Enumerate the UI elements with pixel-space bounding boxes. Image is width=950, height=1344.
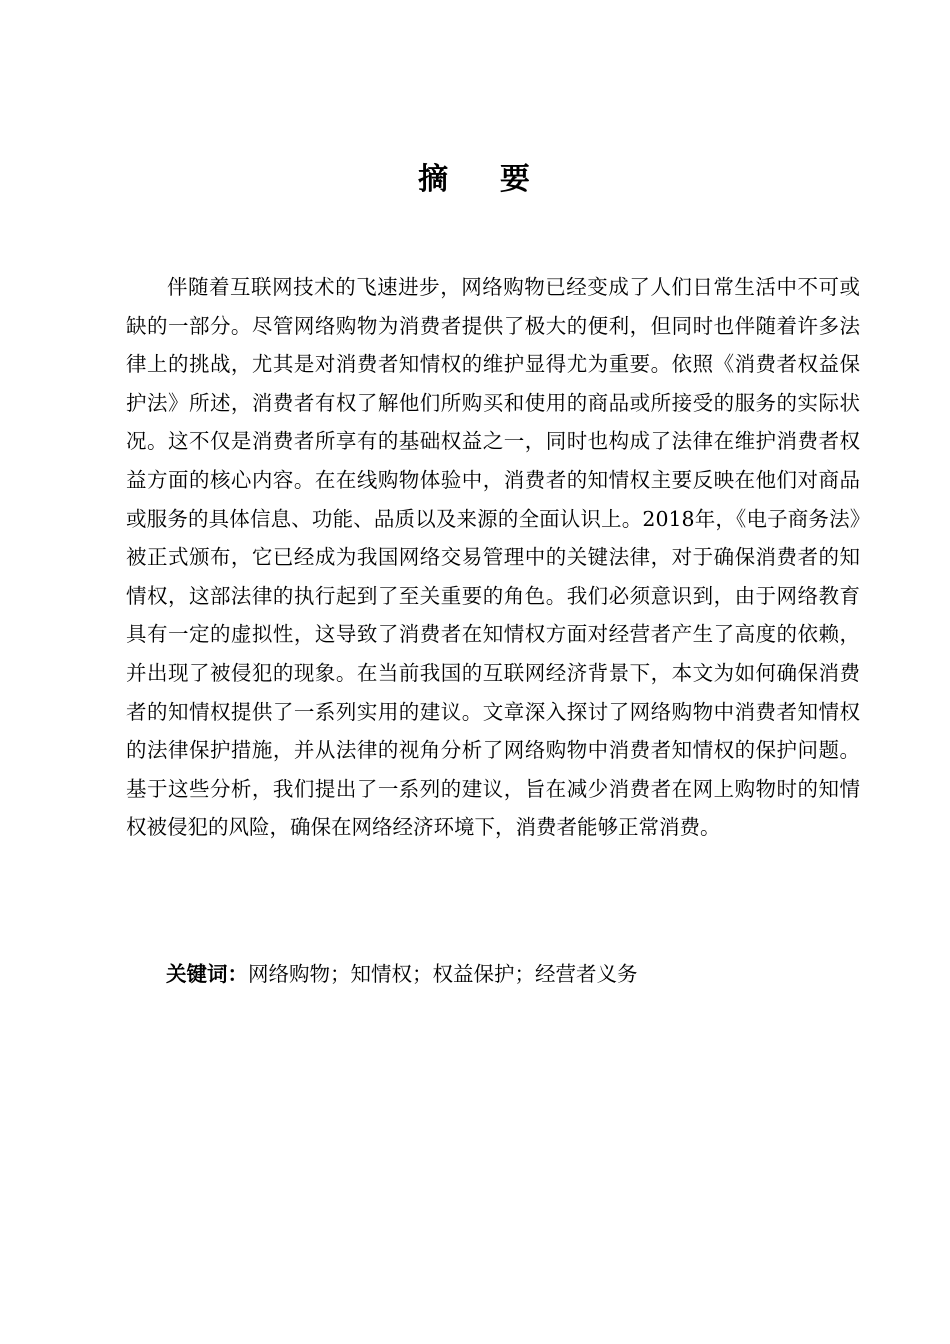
keywords-text: 网络购物；知情权；权益保护；经营者义务: [248, 962, 638, 986]
keywords-label: 关键词：: [166, 962, 248, 986]
abstract-paragraph: 伴随着互联网技术的飞速进步，网络购物已经变成了人们日常生活中不可或缺的一部分。尽管网络购物为消费者提供了极大的便利，但同时也伴随着许多法律上的挑战，尤其是对消费者知情权的维护显得尤为重要。依照《消费者权益保护法》所述，消费者有权了解他们所购买和使用的商品或所接受的服务的实际状况。这不仅是消费者所享有的基础权益之一，同时也构成了法律在维护消费者权益方面的核心内容。在在线购物体验中，消费者的知情权主要反映在他们对商品或服务的具体信息、功能、品质以及来源的全面认识上。2018年，《电子商务法》被正式颁布，它已经成为我国网络交易管理中的关键法律，对于确保消费者的知情权，这部法律的执行起到了至关重要的角色。我们必须意识到，由于网络教育具有一定的虚拟性，这导致了消费者在知情权方面对经营者产生了高度的依赖，并出现了被侵犯的现象。在当前我国的互联网经济背景下，本文为如何确保消费者的知情权提供了一系列实用的建议。文章深入探讨了网络购物中消费者知情权的法律保护措施，并从法律的视角分析了网络购物中消费者知情权的保护问题。基于这些分析，我们提出了一系列的建议，旨在减少消费者在网上购物时的知情权被侵犯的风险，确保在网络经济环境下，消费者能够正常消费。: [126, 275, 860, 840]
page-title: 摘 要: [418, 162, 532, 197]
keywords-line: [166, 958, 856, 990]
